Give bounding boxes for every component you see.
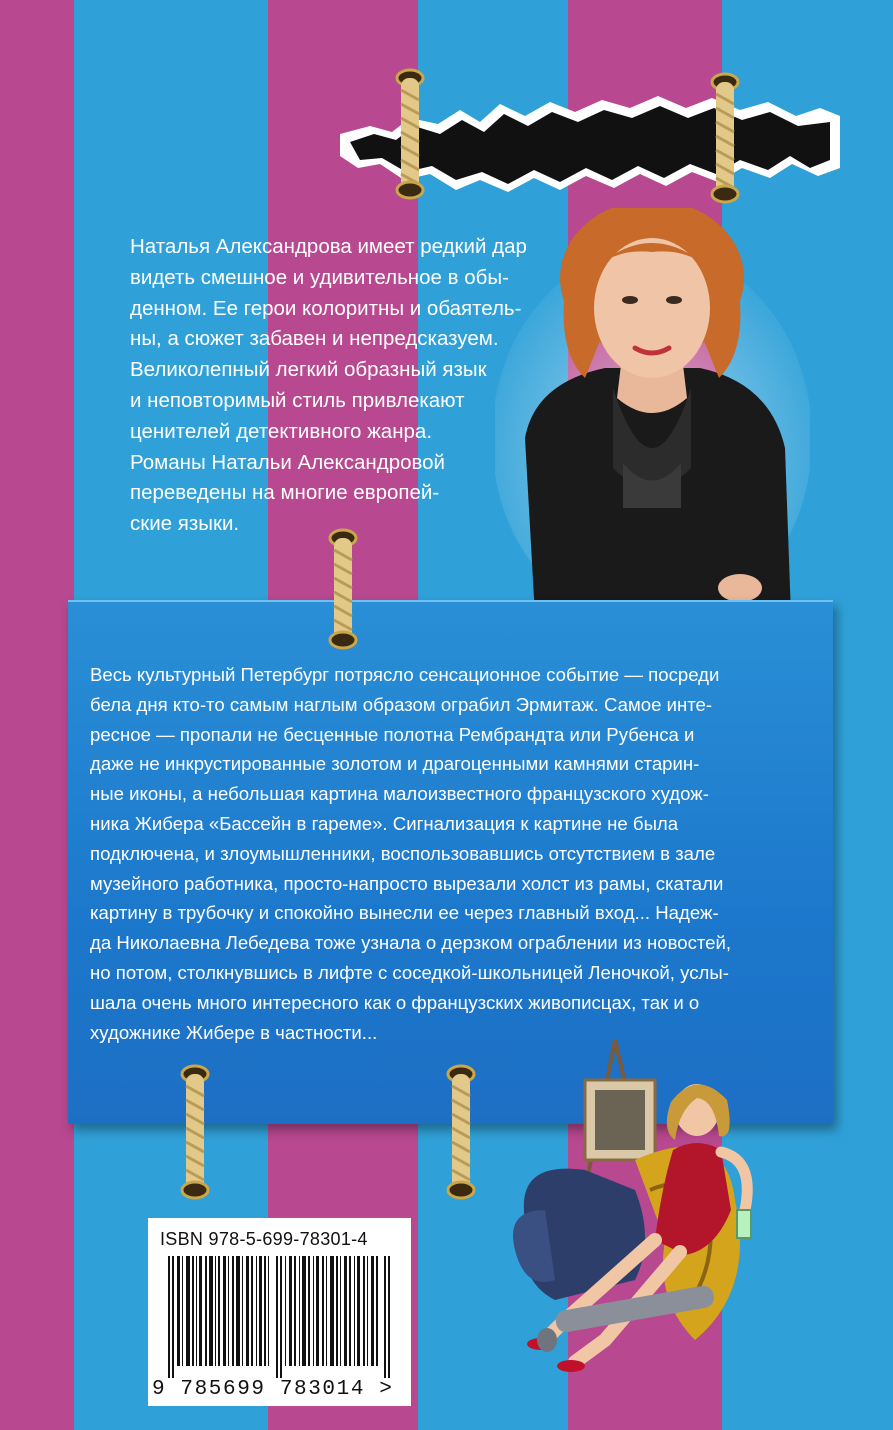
annotation-line: художнике Жибере в частности...	[90, 1021, 378, 1043]
bio-line: ские языки.	[130, 512, 240, 536]
bio-line: переведены на многие европей-	[130, 481, 440, 505]
annotation-line: ные иконы, а небольшая картина малоизвестного французского худож-	[90, 783, 709, 805]
woman-illustration	[435, 1040, 775, 1400]
annotation-line: но потом, столкнувшись в лифте с соседкой-школьницей Леночкой, услы-	[90, 961, 729, 983]
bio-line: Наталья Александрова имеет редкий дар	[130, 235, 527, 258]
annotation-line: шала очень много интересного как о французских живописцах, так и о	[90, 991, 700, 1013]
isbn-number: ISBN 978-5-699-78301-4	[160, 1229, 368, 1249]
annotation-line: подключена, и злоумышленники, воспользовавшись отсутствием в зале	[90, 842, 716, 864]
bio-line: Великолепный легкий образный язык	[130, 358, 487, 382]
barcode-bars	[168, 1256, 394, 1378]
rope-loop-icon	[708, 72, 742, 204]
rope-loop-icon	[178, 1064, 212, 1200]
annotation-line: ресное — пропали не бесценные полотна Рембрандта или Рубенса и	[90, 723, 695, 745]
bio-line: Романы Натальи Александровой	[130, 450, 446, 474]
annotation-line: картину в трубочку и спокойно вынесли ее через главный вход... Надеж-	[90, 902, 719, 924]
rope-loop-icon	[393, 68, 427, 200]
annotation-line: бела дня кто-то самым наглым образом ограбил Эрмитаж. Самое инте-	[90, 693, 713, 715]
bio-line: денном. Ее герои колоритны и обаятель-	[130, 296, 522, 320]
annotation-line: да Николаевна Лебедева тоже узнала о дерзком ограблении из новостей,	[90, 932, 732, 954]
annotation-line: даже не инкрустированные золотом и драгоценными камнями старин-	[90, 753, 700, 775]
bio-line: ны, а сюжет забавен и непредсказуем.	[130, 327, 499, 351]
bio-line: видеть смешное и удивительное в обы-	[130, 265, 509, 289]
bio-line: и неповторимый стиль привлекают	[130, 388, 465, 412]
annotation-line: музейного работника, просто-напросто вырезали холст из рамы, скатали	[90, 872, 724, 894]
barcode-digits: 9 785699 783014 >	[152, 1378, 394, 1401]
bio-line: ценителей детективного жанра.	[130, 419, 433, 443]
annotation-line: Весь культурный Петербург потрясло сенсационное событие — посреди	[90, 664, 720, 685]
author-bio	[130, 232, 560, 540]
rope-loop-icon	[326, 528, 360, 650]
annotation-line: ника Жибера «Бассейн в гареме». Сигнализация к картине не была	[90, 812, 679, 834]
isbn-barcode	[148, 1218, 411, 1406]
annotation-text	[90, 660, 815, 1047]
